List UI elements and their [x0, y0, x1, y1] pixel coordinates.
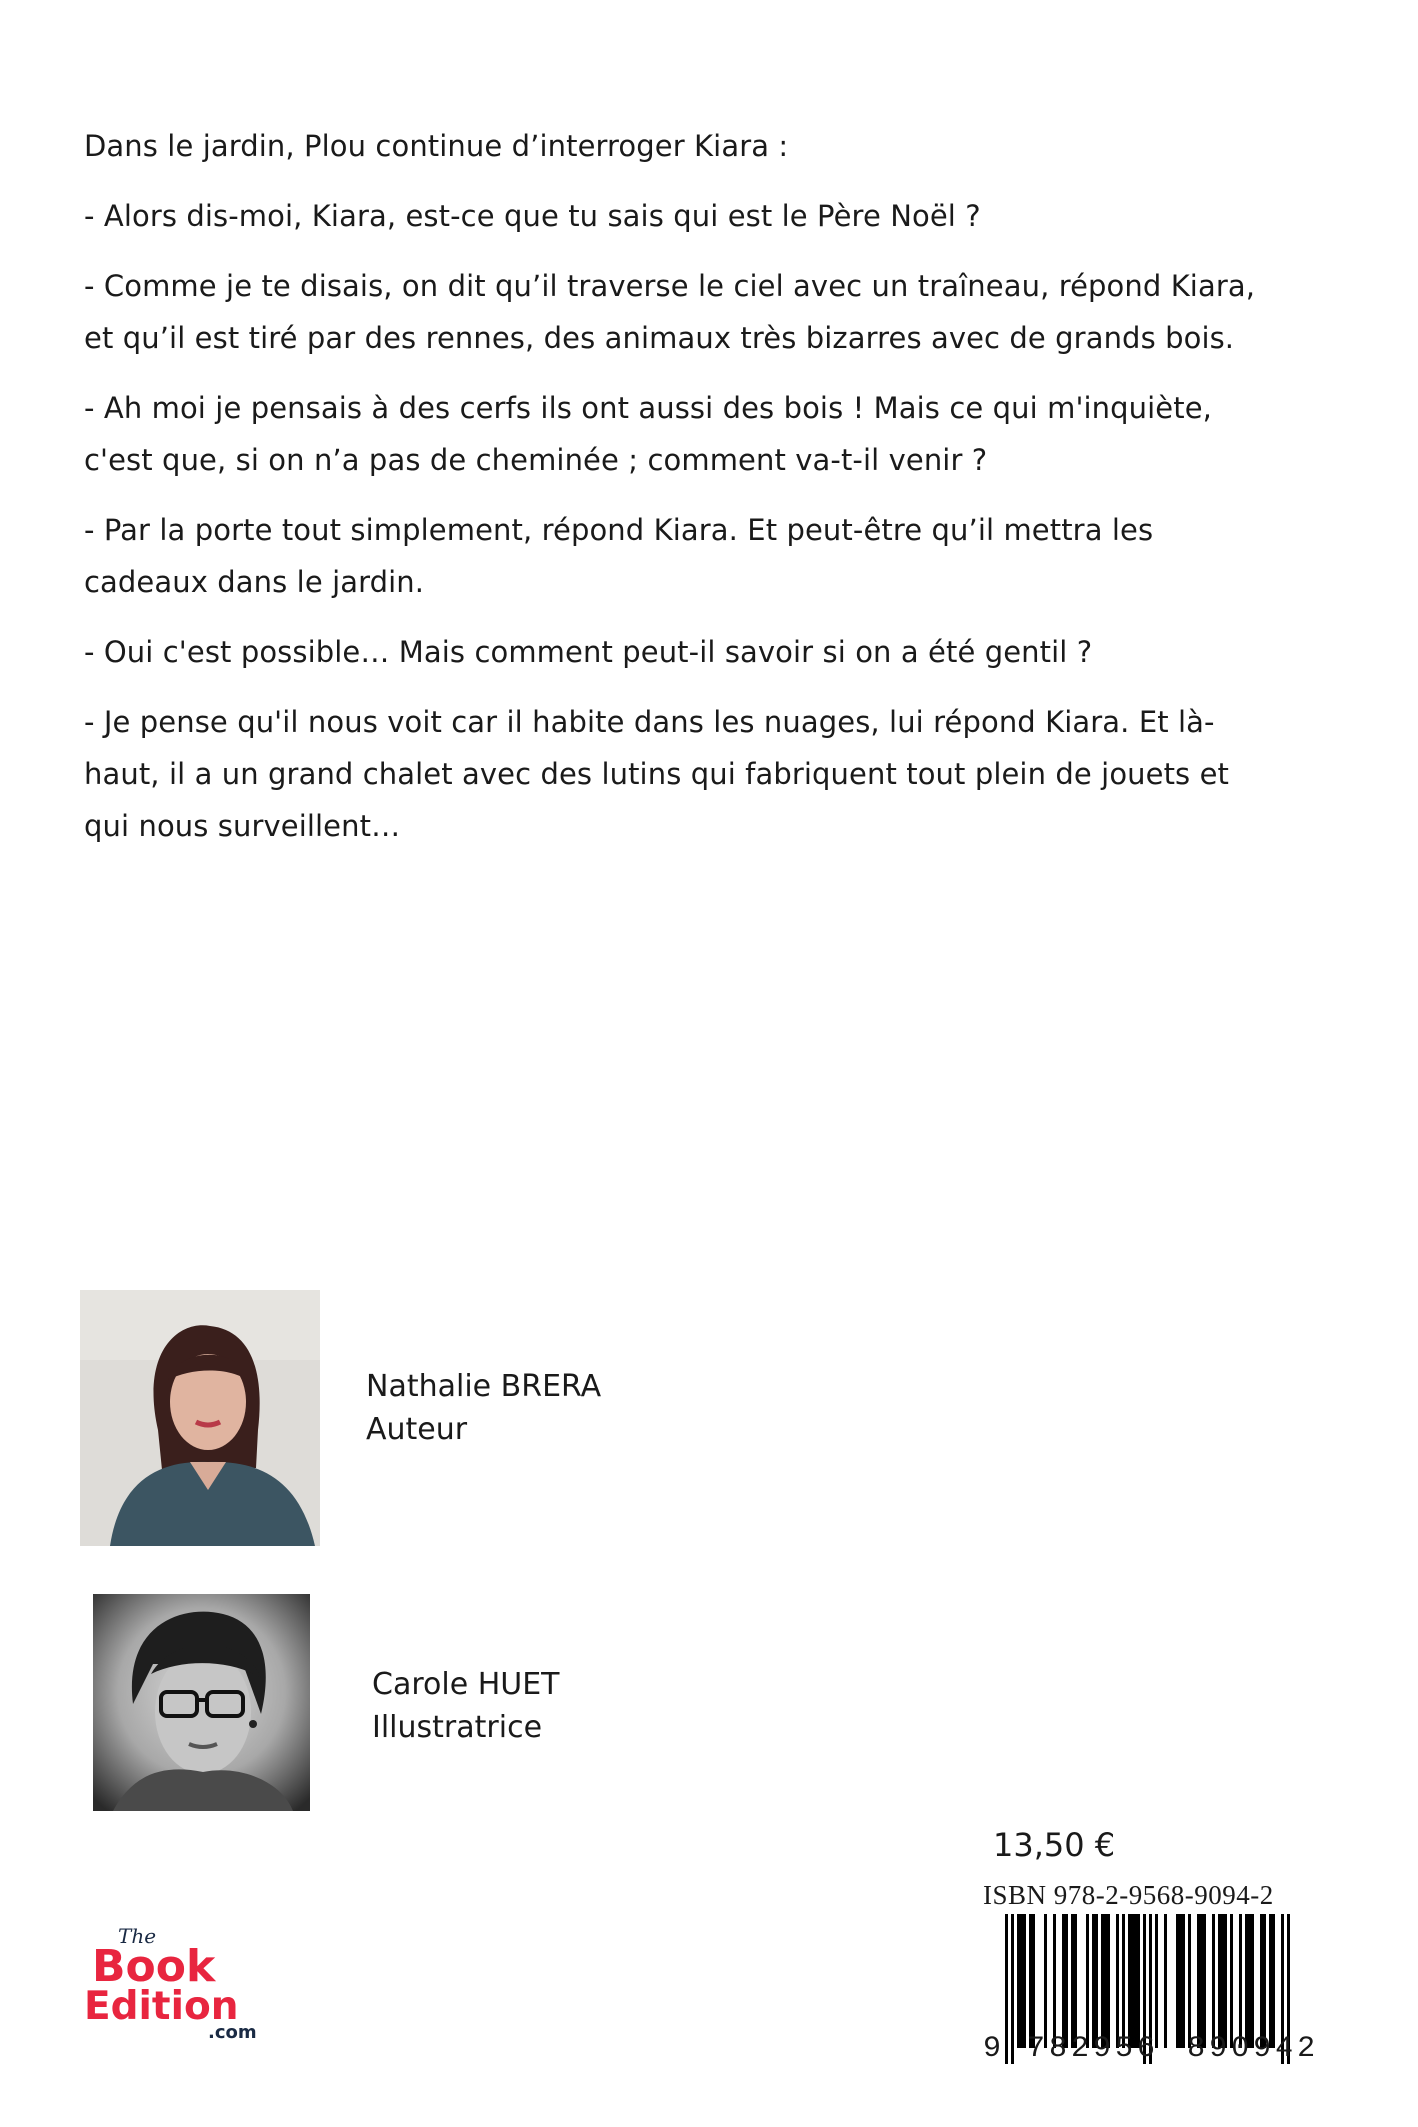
barcode-bar: [1137, 1914, 1140, 2048]
author-name: Nathalie BRERA: [366, 1369, 602, 1404]
logo-com: .com: [208, 2022, 257, 2043]
isbn-label: ISBN 978-2-9568-9094-2: [983, 1880, 1274, 1910]
barcode-bar: [1212, 1914, 1215, 2048]
barcode-bar: [1131, 1914, 1134, 2048]
isbn-barcode: [983, 1880, 1320, 2066]
barcode-bar: [1122, 1914, 1125, 2048]
barcode-bar: [1263, 1914, 1266, 2048]
story-line: haut, il a un grand chalet avec des lutins qui fabriquent tout plein de jouets et: [84, 757, 1229, 791]
barcode-bar: [1221, 1914, 1224, 2048]
barcode-bar: [1086, 1914, 1089, 2048]
story-line: c'est que, si on n’a pas de cheminée ; comment va-t-il venir ?: [84, 443, 988, 477]
story-line: - Ah moi je pensais à des cerfs ils ont aussi des bois ! Mais ce qui m'inquiète,: [84, 391, 1212, 425]
story-line: cadeaux dans le jardin.: [84, 565, 425, 599]
logo-edition: Edition: [84, 1984, 239, 2029]
barcode-bar: [1020, 1914, 1023, 2048]
story-text: [84, 120, 1324, 870]
publisher-logo: [80, 1925, 290, 2045]
barcode-bar: [1023, 1914, 1026, 2048]
story-paragraph: [84, 504, 1324, 608]
story-paragraph: [84, 260, 1324, 364]
logo-book: Book: [92, 1941, 216, 1992]
barcode-bar: [1182, 1914, 1185, 2048]
barcode-bar: [1092, 1914, 1095, 2048]
author-credit: [366, 1365, 601, 1451]
illustrator-role: Illustratrice: [372, 1710, 543, 1745]
barcode-bar: [1200, 1914, 1203, 2048]
story-line: et qu’il est tiré par des rennes, des animaux très bizarres avec de grands bois.: [84, 321, 1235, 355]
barcode-group-right: 890942: [1187, 2032, 1320, 2066]
illustrator-photo: [93, 1594, 310, 1811]
barcode-bar: [1032, 1914, 1035, 2048]
barcode-bar: [1230, 1914, 1233, 2048]
barcode-bar: [1245, 1914, 1248, 2048]
barcode-bar: [1179, 1914, 1182, 2048]
barcode-bar: [1101, 1914, 1104, 2048]
barcode-bar: [1272, 1914, 1275, 2048]
barcode-bar: [1269, 1914, 1272, 2048]
author-photo: [80, 1290, 320, 1546]
illustrator-credit: [372, 1663, 560, 1749]
barcode-bar: [1197, 1914, 1200, 2048]
story-line: - Oui c'est possible… Mais comment peut-il savoir si on a été gentil ?: [84, 635, 1093, 669]
barcode-bar: [1239, 1914, 1242, 2048]
story-line: - Alors dis-moi, Kiara, est-ce que tu sais qui est le Père Noël ?: [84, 199, 981, 233]
barcode-bar: [1248, 1914, 1251, 2048]
barcode-bar: [1065, 1914, 1068, 2048]
story-line: qui nous surveillent…: [84, 809, 401, 843]
logo-the: The: [118, 1925, 157, 1948]
story-line: - Par la porte tout simplement, répond Kiara. Et peut-être qu’il mettra les: [84, 513, 1154, 547]
story-paragraph: [84, 120, 1324, 172]
barcode-bar: [1104, 1914, 1107, 2048]
price: 13,50 €: [993, 1826, 1116, 1864]
barcode-group-left: 782956: [1027, 2032, 1160, 2066]
barcode-bar: [1074, 1914, 1077, 2048]
barcode-bar: [1164, 1914, 1167, 2048]
illustrator-name: Carole HUET: [372, 1667, 560, 1702]
story-paragraph: [84, 190, 1324, 242]
barcode-bar: [1155, 1914, 1158, 2048]
story-paragraph: [84, 696, 1324, 852]
barcode-bar: [1053, 1914, 1056, 2048]
barcode-bar: [1044, 1914, 1047, 2048]
barcode-bar: [1107, 1914, 1110, 2048]
story-paragraph: [84, 382, 1324, 486]
thebookedition-logo: [80, 1925, 290, 2045]
story-line: - Comme je te disais, on dit qu’il traverse le ciel avec un traîneau, répond Kiara,: [84, 269, 1256, 303]
barcode-bar: [1218, 1914, 1221, 2048]
barcode-bar: [1029, 1914, 1032, 2048]
barcode-bar: [1071, 1914, 1074, 2048]
barcode-bar: [1116, 1914, 1119, 2048]
barcode-bar: [1062, 1914, 1065, 2048]
barcode-bar: [1260, 1914, 1263, 2048]
author-role: Auteur: [366, 1412, 468, 1447]
barcode-bar: [1224, 1914, 1227, 2048]
barcode-bar: [1128, 1914, 1131, 2048]
barcode-bar: [1134, 1914, 1137, 2048]
story-line: - Je pense qu'il nous voit car il habite dans les nuages, lui répond Kiara. Et là-: [84, 705, 1215, 739]
barcode-digits: [983, 2032, 1320, 2066]
story-line: Dans le jardin, Plou continue d’interroger Kiara :: [84, 129, 789, 163]
barcode-first-digit: 9: [983, 2032, 1002, 2066]
barcode-bar: [1203, 1914, 1206, 2048]
barcode-bar: [1095, 1914, 1098, 2048]
story-paragraph: [84, 626, 1324, 678]
barcode-bar: [1251, 1914, 1254, 2048]
barcode-bar: [1188, 1914, 1191, 2048]
barcode-bar: [1176, 1914, 1179, 2048]
barcode-bar: [1017, 1914, 1020, 2048]
